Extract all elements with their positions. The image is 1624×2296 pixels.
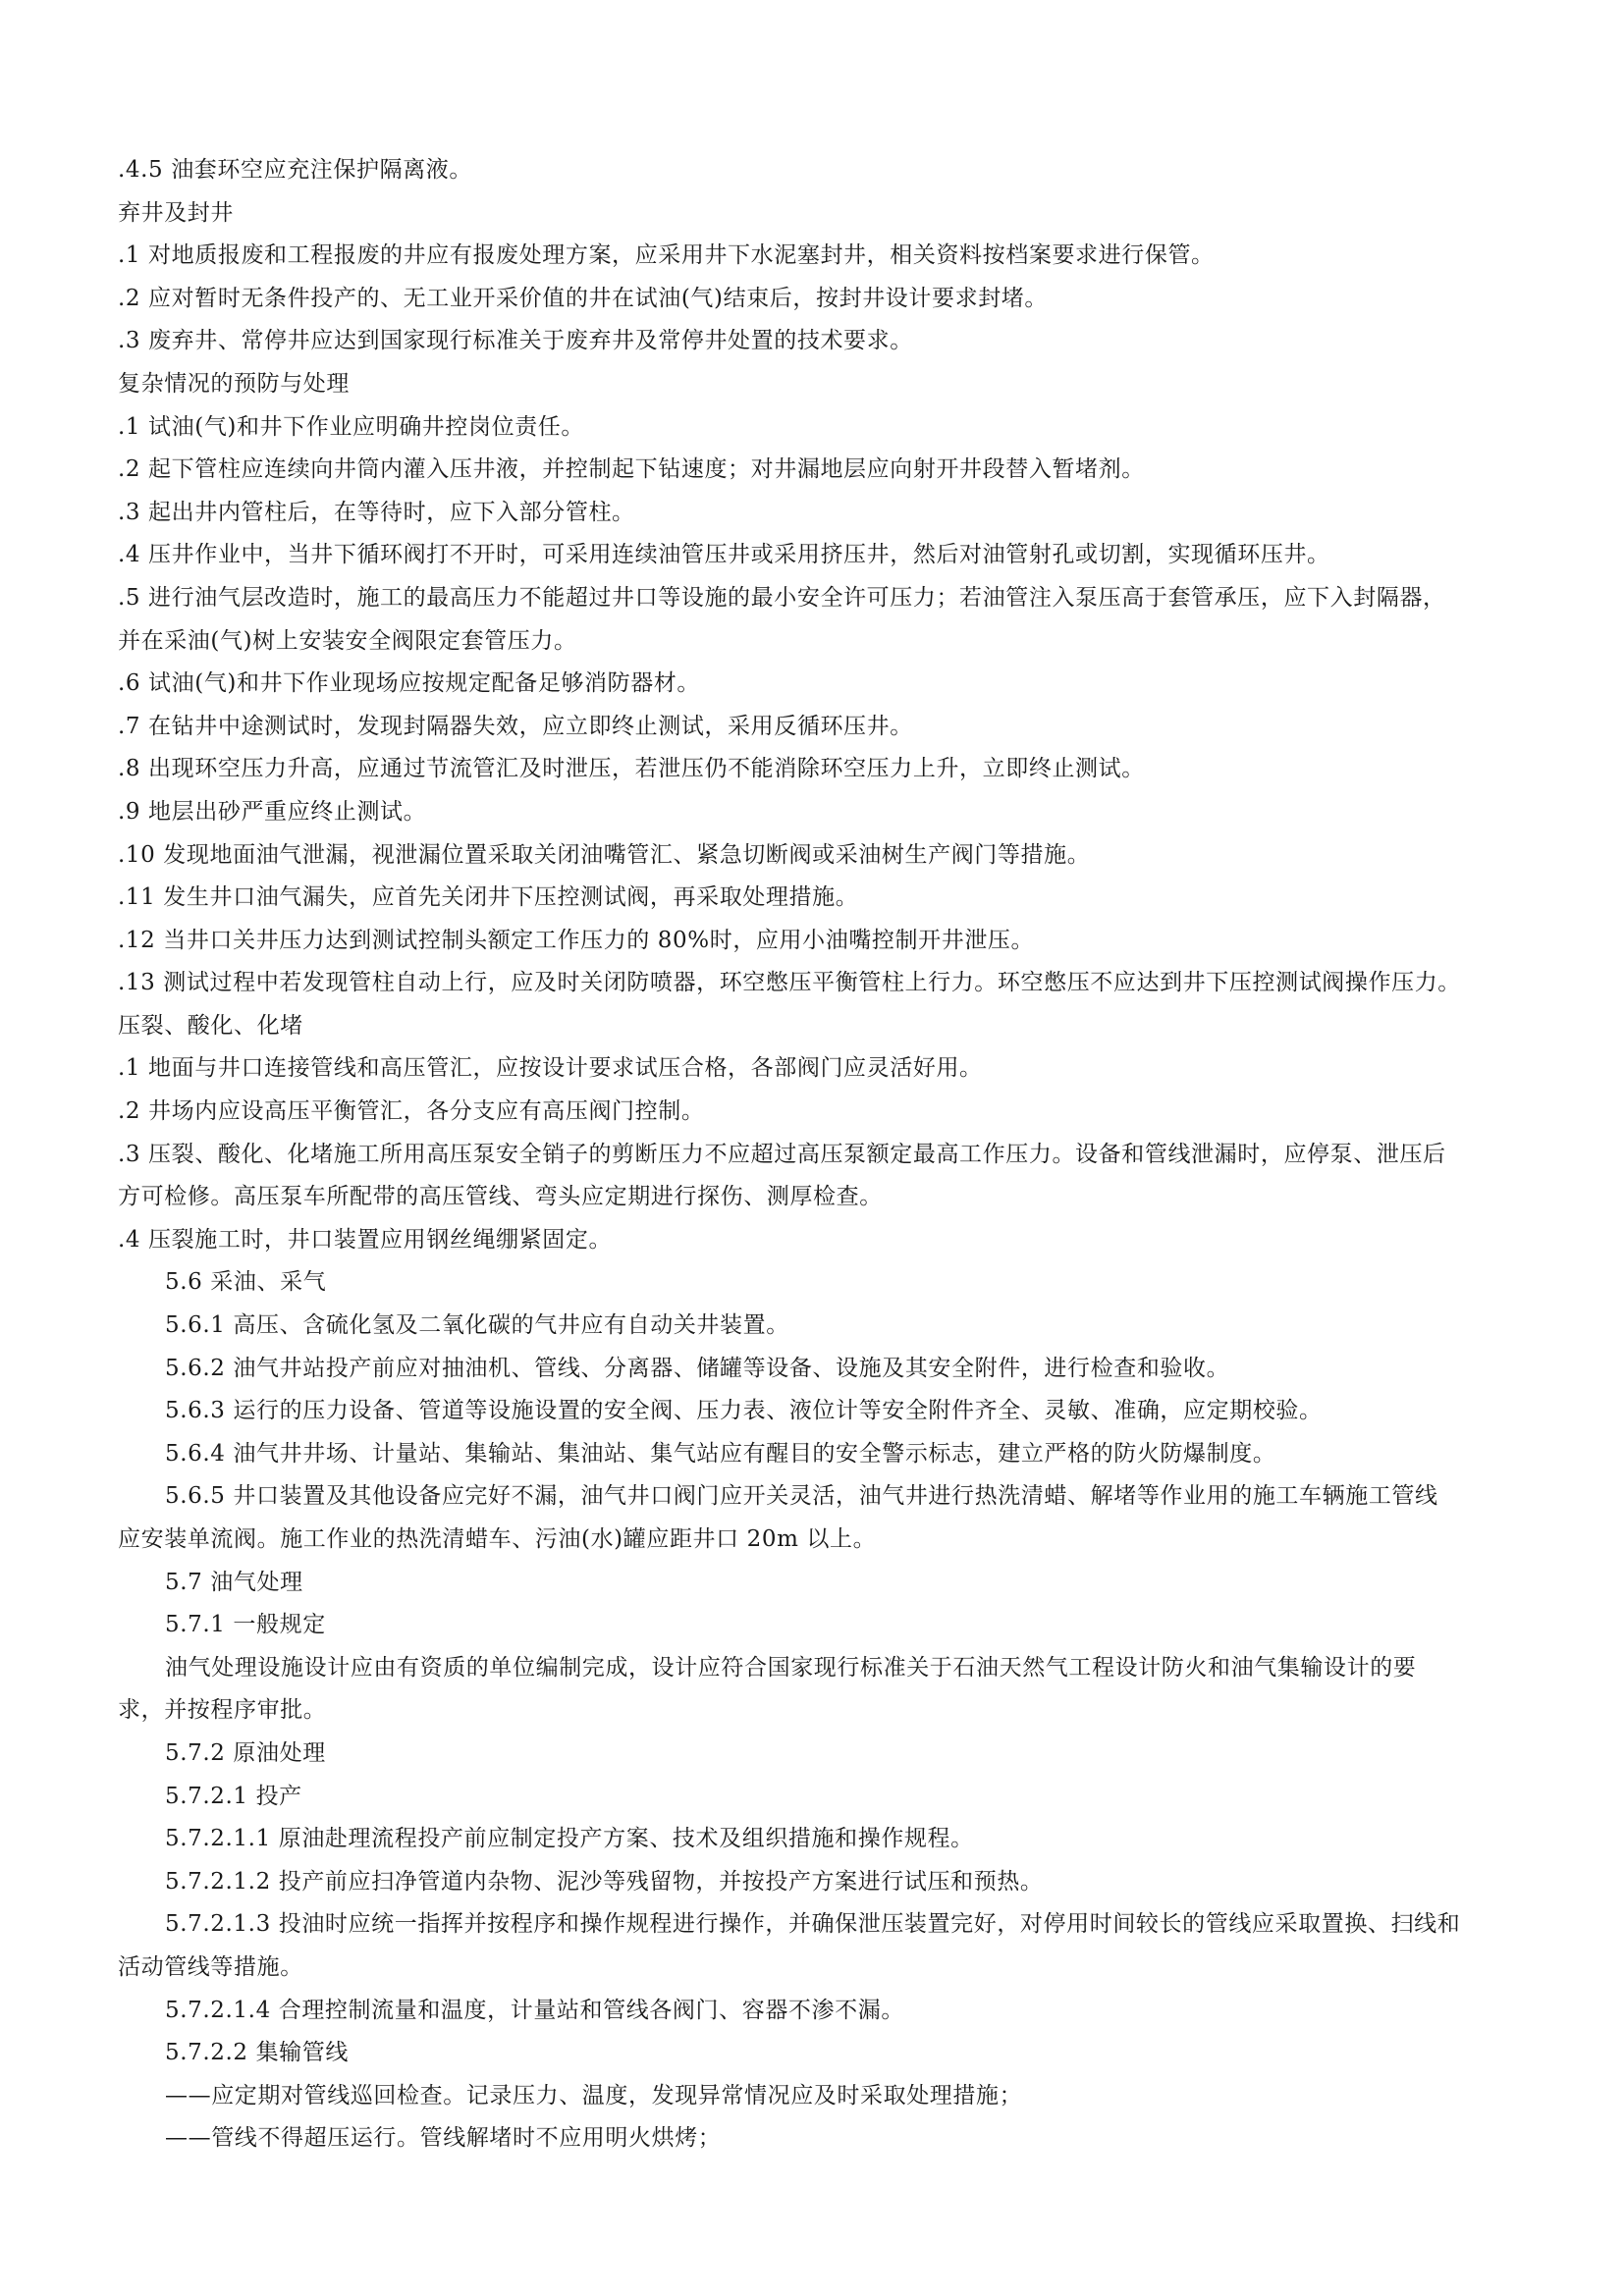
text-line: 5.7.2.1.4 合理控制流量和温度，计量站和管线各阀门、容器不渗不漏。 xyxy=(165,1997,904,2023)
text-line: 5.6.4 油气井井场、计量站、集输站、集油站、集气站应有醒目的安全警示标志，建立严格的防火防爆制度。 xyxy=(165,1440,1276,1467)
text-line: ——管线不得超压运行。管线解堵时不应用明火烘烤； xyxy=(165,2125,722,2152)
text-line: .4.5 油套环空应充注保护隔离液。 xyxy=(118,157,472,183)
text-line: 5.6 采油、采气 xyxy=(165,1269,327,1296)
text-line: .1 对地质报废和工程报废的井应有报废处理方案，应采用井下水泥塞封井，相关资料按档案要求进行保管。 xyxy=(118,242,1215,269)
text-line: .11 发生井口油气漏失，应首先关闭井下压控测试阀，再采取处理措施。 xyxy=(118,884,859,911)
text-line: .3 废弃井、常停井应达到国家现行标准关于废弃井及常停井处置的技术要求。 xyxy=(118,328,913,354)
text-line: 5.7.2.1.1 原油赴理流程投产前应制定投产方案、技术及组织措施和操作规程。 xyxy=(165,1826,974,1852)
text-line: .5 进行油气层改造时，施工的最高压力不能超过井口等设施的最小安全许可压力；若油管注入泵压高于套管承压，应下入封隔器， xyxy=(118,584,1446,611)
text-line: 5.7.1 一般规定 xyxy=(165,1612,326,1638)
text-line: 5.6.2 油气井站投产前应对抽油机、管线、分离器、储罐等设备、设施及其安全附件，进行检查和验收。 xyxy=(165,1355,1230,1381)
text-line: .3 压裂、酸化、化堵施工所用高压泵安全销子的剪断压力不应超过高压泵额定最高工作压力。设备和管线泄漏时，应停泵、泄压后 xyxy=(118,1141,1446,1167)
text-line: .9 地层出砂严重应终止测试。 xyxy=(118,798,427,825)
text-line: 油气处理设施设计应由有资质的单位编制完成，设计应符合国家现行标准关于石油天然气工程设计防火和油气集输设计的要 xyxy=(165,1654,1417,1681)
text-line: .6 试油(气)和井下作业现场应按规定配备足够消防器材。 xyxy=(118,670,701,697)
document-body xyxy=(118,149,1522,2161)
text-line: 5.6.3 运行的压力设备、管道等设施设置的安全阀、压力表、液位计等安全附件齐全、灵敏、准确，应定期校验。 xyxy=(165,1398,1323,1424)
text-line: .2 起下管柱应连续向井筒内灌入压井液，并控制起下钻速度；对井漏地层应向射开井段替入暂堵剂。 xyxy=(118,456,1145,483)
text-line: .1 地面与井口连接管线和高压管汇，应按设计要求试压合格，各部阀门应灵活好用。 xyxy=(118,1055,983,1082)
text-line: 方可检修。高压泵车所配带的高压管线、弯头应定期进行探伤、测厚检查。 xyxy=(118,1184,883,1210)
text-line: 5.7.2.1.3 投油时应统一指挥并按程序和操作规程进行操作，并确保泄压装置完好，对停用时间较长的管线应采取置换、扫线和 xyxy=(165,1911,1461,1938)
text-line: ——应定期对管线巡回检查。记录压力、温度，发现异常情况应及时采取处理措施； xyxy=(165,2082,1023,2109)
text-line: .2 井场内应设高压平衡管汇，各分支应有高压阀门控制。 xyxy=(118,1098,705,1125)
text-line: 5.6.5 井口装置及其他设备应完好不漏，油气井口阀门应开关灵活，油气井进行热洗清蜡、解堵等作业用的施工车辆施工管线 xyxy=(165,1483,1438,1510)
text-line: 复杂情况的预防与处理 xyxy=(118,370,350,397)
text-line: .10 发现地面油气泄漏，视泄漏位置采取关闭油嘴管汇、紧急切断阀或采油树生产阀门等措施。 xyxy=(118,841,1091,868)
text-line: 5.6.1 高压、含硫化氢及二氧化碳的气井应有自动关井装置。 xyxy=(165,1312,789,1339)
text-line: 求，并按程序审批。 xyxy=(118,1697,327,1724)
text-line: .13 测试过程中若发现管柱自动上行，应及时关闭防喷器，环空憋压平衡管柱上行力。环空憋压不应达到井下压控测试阀操作压力。 xyxy=(118,970,1461,996)
text-line: .12 当井口关井压力达到测试控制头额定工作压力的 80%时，应用小油嘴控制开井泄压。 xyxy=(118,927,1035,953)
text-line: 5.7.2.1 投产 xyxy=(165,1783,302,1809)
text-line: 压裂、酸化、化堵 xyxy=(118,1012,303,1039)
text-line: .2 应对暂时无条件投产的、无工业开采价值的井在试油(气)结束后，按封井设计要求封堵。 xyxy=(118,285,1049,311)
text-line: 并在采油(气)树上安装安全阀限定套管压力。 xyxy=(118,627,577,654)
text-line: 活动管线等措施。 xyxy=(118,1953,303,1980)
text-line: .8 出现环空压力升高，应通过节流管汇及时泄压，若泄压仍不能消除环空压力上升，立即终止测试。 xyxy=(118,756,1145,782)
text-line: 5.7.2.2 集输管线 xyxy=(165,2040,349,2066)
text-line: .3 起出井内管柱后，在等待时，应下入部分管柱。 xyxy=(118,499,635,525)
text-line: .4 压井作业中，当井下循环阀打不开时，可采用连续油管压井或采用挤压井，然后对油管射孔或切割，实现循环压井。 xyxy=(118,542,1330,568)
text-line: .1 试油(气)和井下作业应明确井控岗位责任。 xyxy=(118,413,585,440)
text-line: 5.7.2.1.2 投产前应扫净管道内杂物、泥沙等残留物，并按投产方案进行试压和预热。 xyxy=(165,1868,1044,1895)
text-line: .4 压裂施工时，井口装置应用钢丝绳绷紧固定。 xyxy=(118,1226,613,1253)
text-line: 5.7 油气处理 xyxy=(165,1569,303,1595)
text-line: .7 在钻井中途测试时，发现封隔器失效，应立即终止测试，采用反循环压井。 xyxy=(118,713,913,739)
text-line: 应安装单流阀。施工作业的热洗清蜡车、污油(水)罐应距井口 20m 以上。 xyxy=(118,1526,877,1552)
text-line: 5.7.2 原油处理 xyxy=(165,1739,326,1766)
text-line: 弃井及封井 xyxy=(118,199,234,226)
